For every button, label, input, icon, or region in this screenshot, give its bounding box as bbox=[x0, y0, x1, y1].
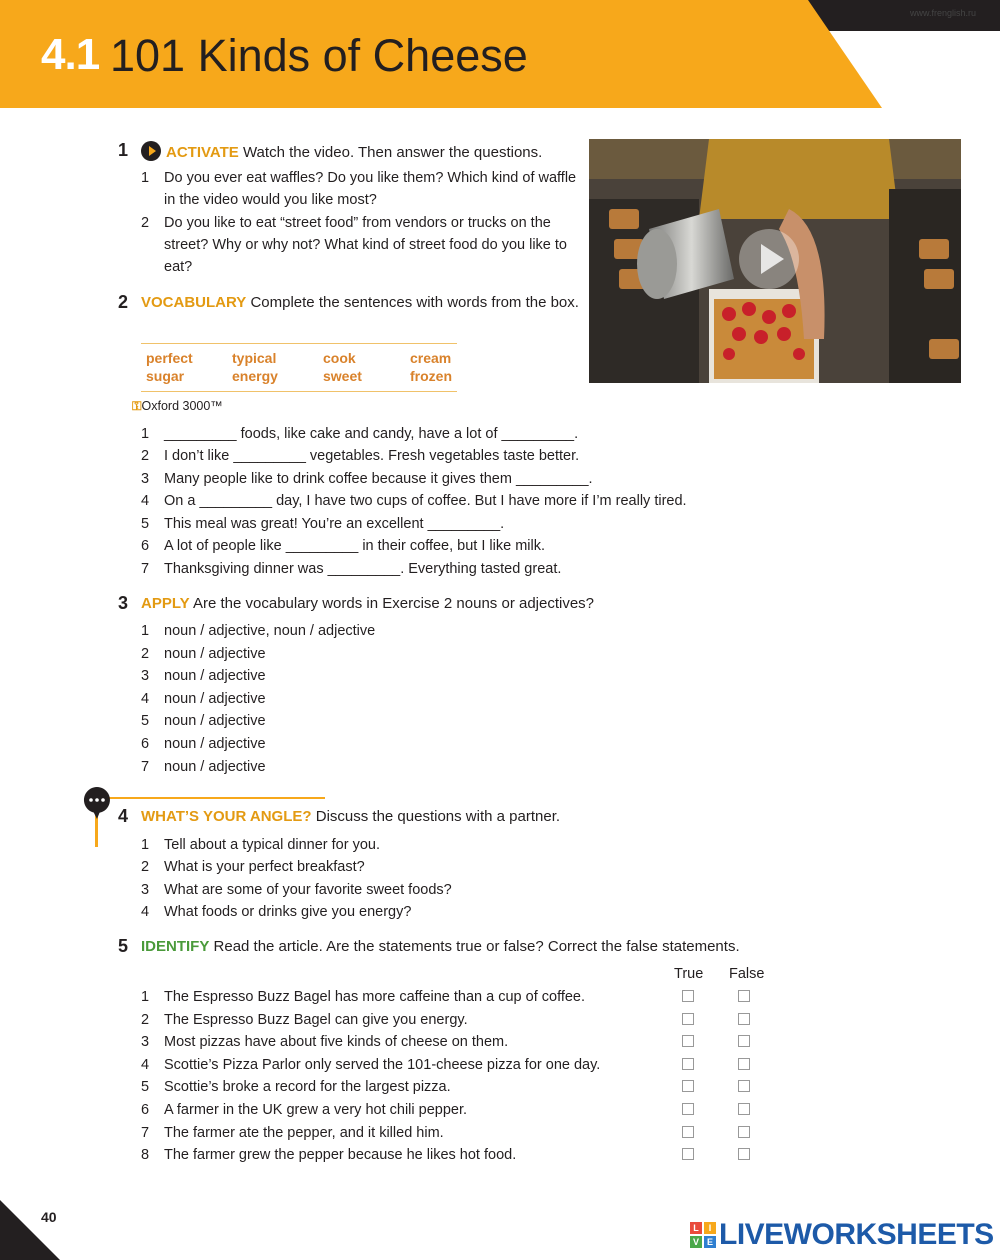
section-5-number: 5 bbox=[118, 936, 129, 956]
section-3-number: 3 bbox=[118, 593, 129, 613]
page-number: 40 bbox=[41, 1209, 57, 1225]
false-checkbox[interactable] bbox=[738, 1126, 750, 1138]
word-box-item: frozen bbox=[410, 368, 452, 384]
word-box-item: energy bbox=[232, 368, 278, 384]
section-5-header bbox=[141, 937, 740, 957]
speech-bubble-icon bbox=[83, 787, 111, 847]
section-1-keyword: ACTIVATE bbox=[166, 144, 239, 161]
unit-number: 4.1 bbox=[41, 30, 100, 79]
section-2-instruction: Complete the sentences with words from the box. bbox=[250, 294, 579, 311]
false-column-header: False bbox=[729, 966, 765, 982]
play-icon bbox=[141, 141, 161, 161]
oxford-3000-label: ⚿Oxford 3000™ bbox=[132, 399, 223, 413]
word-box-item: perfect bbox=[146, 350, 193, 366]
section-1-instruction: Watch the video. Then answer the questions. bbox=[242, 144, 543, 161]
section-4-number: 4 bbox=[118, 806, 129, 826]
section-1-number: 1 bbox=[118, 140, 129, 160]
section-4-rule bbox=[99, 797, 325, 799]
true-checkbox[interactable] bbox=[682, 1058, 694, 1070]
true-checkbox[interactable] bbox=[682, 1103, 694, 1115]
section-3-keyword: APPLY bbox=[141, 595, 190, 612]
liveworksheets-logo bbox=[690, 1218, 994, 1252]
true-column-header: True bbox=[674, 966, 704, 982]
false-checkbox[interactable] bbox=[738, 1103, 750, 1115]
word-box-item: cream bbox=[410, 350, 452, 366]
brand-name: LIVEWORKSHEETS bbox=[719, 1218, 994, 1251]
page-title: 101 Kinds of Cheese bbox=[110, 30, 528, 81]
false-checkbox[interactable] bbox=[738, 1035, 750, 1047]
section-4-instruction: Discuss the questions with a partner. bbox=[315, 808, 561, 825]
false-checkbox[interactable] bbox=[738, 1013, 750, 1025]
section-3-instruction: Are the vocabulary words in Exercise 2 nouns or adjectives? bbox=[192, 595, 595, 612]
section-2-header bbox=[141, 293, 581, 313]
section-3-header bbox=[141, 594, 594, 614]
true-checkbox[interactable] bbox=[682, 1080, 694, 1092]
false-checkbox[interactable] bbox=[738, 1058, 750, 1070]
section-2-keyword: VOCABULARY bbox=[141, 294, 247, 311]
word-box-item: sweet bbox=[323, 368, 362, 384]
video-thumbnail[interactable] bbox=[589, 139, 961, 383]
true-checkbox[interactable] bbox=[682, 1035, 694, 1047]
false-checkbox[interactable] bbox=[738, 1148, 750, 1160]
section-1-header bbox=[141, 141, 542, 163]
word-box bbox=[141, 343, 457, 392]
section-5-instruction: Read the article. Are the statements true or false? Correct the false statements. bbox=[213, 938, 740, 955]
word-box-item: typical bbox=[232, 350, 277, 366]
true-checkbox[interactable] bbox=[682, 1013, 694, 1025]
true-checkbox[interactable] bbox=[682, 1148, 694, 1160]
true-checkbox[interactable] bbox=[682, 990, 694, 1002]
false-checkbox[interactable] bbox=[738, 1080, 750, 1092]
waffle-photo bbox=[589, 139, 961, 383]
true-checkbox[interactable] bbox=[682, 1126, 694, 1138]
word-box-item: sugar bbox=[146, 368, 185, 384]
section-5-keyword: IDENTIFY bbox=[141, 938, 210, 955]
key-icon: ⚿ bbox=[132, 399, 142, 413]
word-box-item: cook bbox=[323, 350, 356, 366]
section-4-keyword: WHAT’S YOUR ANGLE? bbox=[141, 808, 312, 825]
section-2-number: 2 bbox=[118, 292, 129, 312]
false-checkbox[interactable] bbox=[738, 990, 750, 1002]
site-url: www.frenglish.ru bbox=[910, 8, 977, 18]
liveworksheets-icon: L I V E bbox=[690, 1222, 716, 1248]
section-4-header bbox=[141, 807, 560, 827]
